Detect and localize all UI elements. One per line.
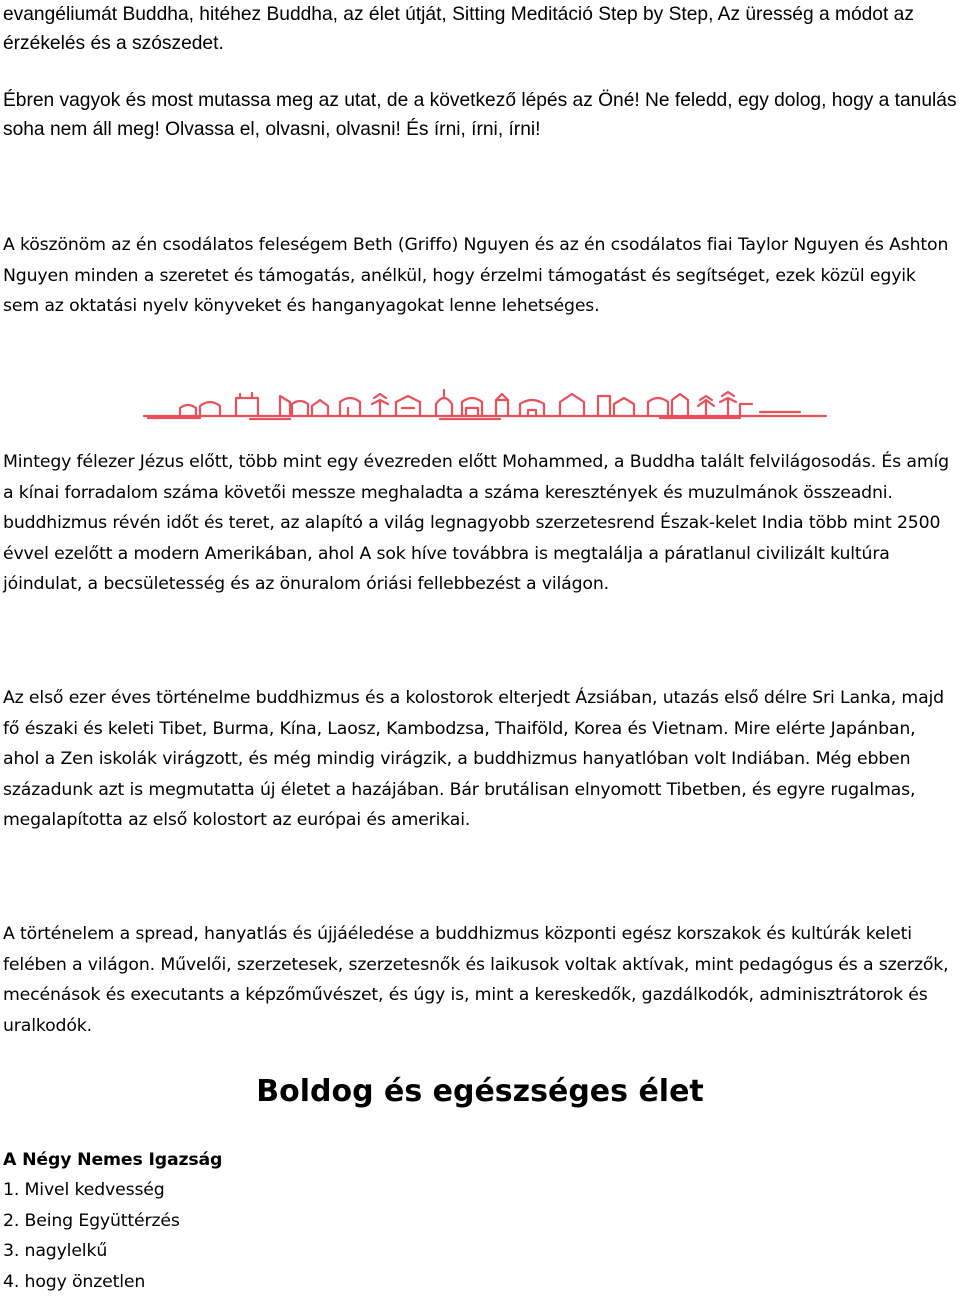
list-item: 3. nagylelkű [3,1236,180,1267]
paragraph-history: Mintegy félezer Jézus előtt, több mint egy évezreden előtt Mohammed, a Buddha talált felvilágosodás. És amíg a kínai forradalom száma követői messze meghaladta a száma keresztények és muzulmánok összeadni. buddhizmus révén időt és teret, az alapító a világ legnagyobb szerzetesrend Észak-kelet India több mint 2500 évvel ezelőtt a modern Amerikában, ahol A sok híve továbbra is megtalálja a páratlanul civilizált kultúra jóindulat, a becsületesség és az önuralom óriási fellebbezést a világon. [3,447,957,600]
paragraph-intro: evangéliumát Buddha, hitéhez Buddha, az élet útját, Sitting Meditáció Step by Step, Az üresség a módot az érzékelés és a szószedet. [3,0,957,58]
list-item: 1. Mivel kedvesség [3,1175,180,1206]
noble-truths-list [3,1175,180,1297]
ornament-divider-icon [140,388,830,424]
paragraph-acknowledgement: A köszönöm az én csodálatos feleségem Beth (Griffo) Nguyen és az én csodálatos fiai Taylor Nguyen és Ashton Nguyen minden a szeretet és támogatás, anélkül, hogy érzelmi támogatást és segítséget, ezek közül egyik sem az oktatási nyelv könyveket és hanganyagokat lenne lehetséges. [3,230,957,322]
section-heading: Boldog és egészséges élet [0,1068,960,1116]
paragraph-revival: A történelem a spread, hanyatlás és újjáéledése a buddhizmus központi egész korszakok és kultúrák keleti felében a világon. Művelői, szerzetesek, szerzetesnők és laikusok voltak aktívak, mint pedagógus és a szerzők, mecénások és executants a képzőművészet, és úgy is, mint a kereskedők, gazdálkodók, adminisztrátorok és uralkodók. [3,919,957,1041]
paragraph-spread: Az első ezer éves történelme buddhizmus és a kolostorok elterjedt Ázsiában, utazás első délre Sri Lanka, majd fő északi és keleti Tibet, Burma, Kína, Laosz, Kambodzsa, Thaiföld, Korea és Vietnam. Mire elérte Japánban, ahol a Zen iskolák virágzott, és még mindig virágzik, a buddhizmus hanyatlóban volt Indiában. Még ebben századunk azt is megmutatta új életet a hazájában. Bár brutálisan elnyomott Tibetben, és egyre rugalmas, megalapította az első kolostort az európai és amerikai. [3,683,957,836]
list-title: A Négy Nemes Igazság [3,1145,222,1176]
paragraph-encouragement: Ébren vagyok és most mutassa meg az utat, de a következő lépés az Öné! Ne feledd, egy dolog, hogy a tanulás soha nem áll meg! Olvassa el, olvasni, olvasni! És írni, írni, írni! [3,86,957,144]
list-item: 4. hogy önzetlen [3,1267,180,1297]
list-item: 2. Being Együttérzés [3,1206,180,1237]
